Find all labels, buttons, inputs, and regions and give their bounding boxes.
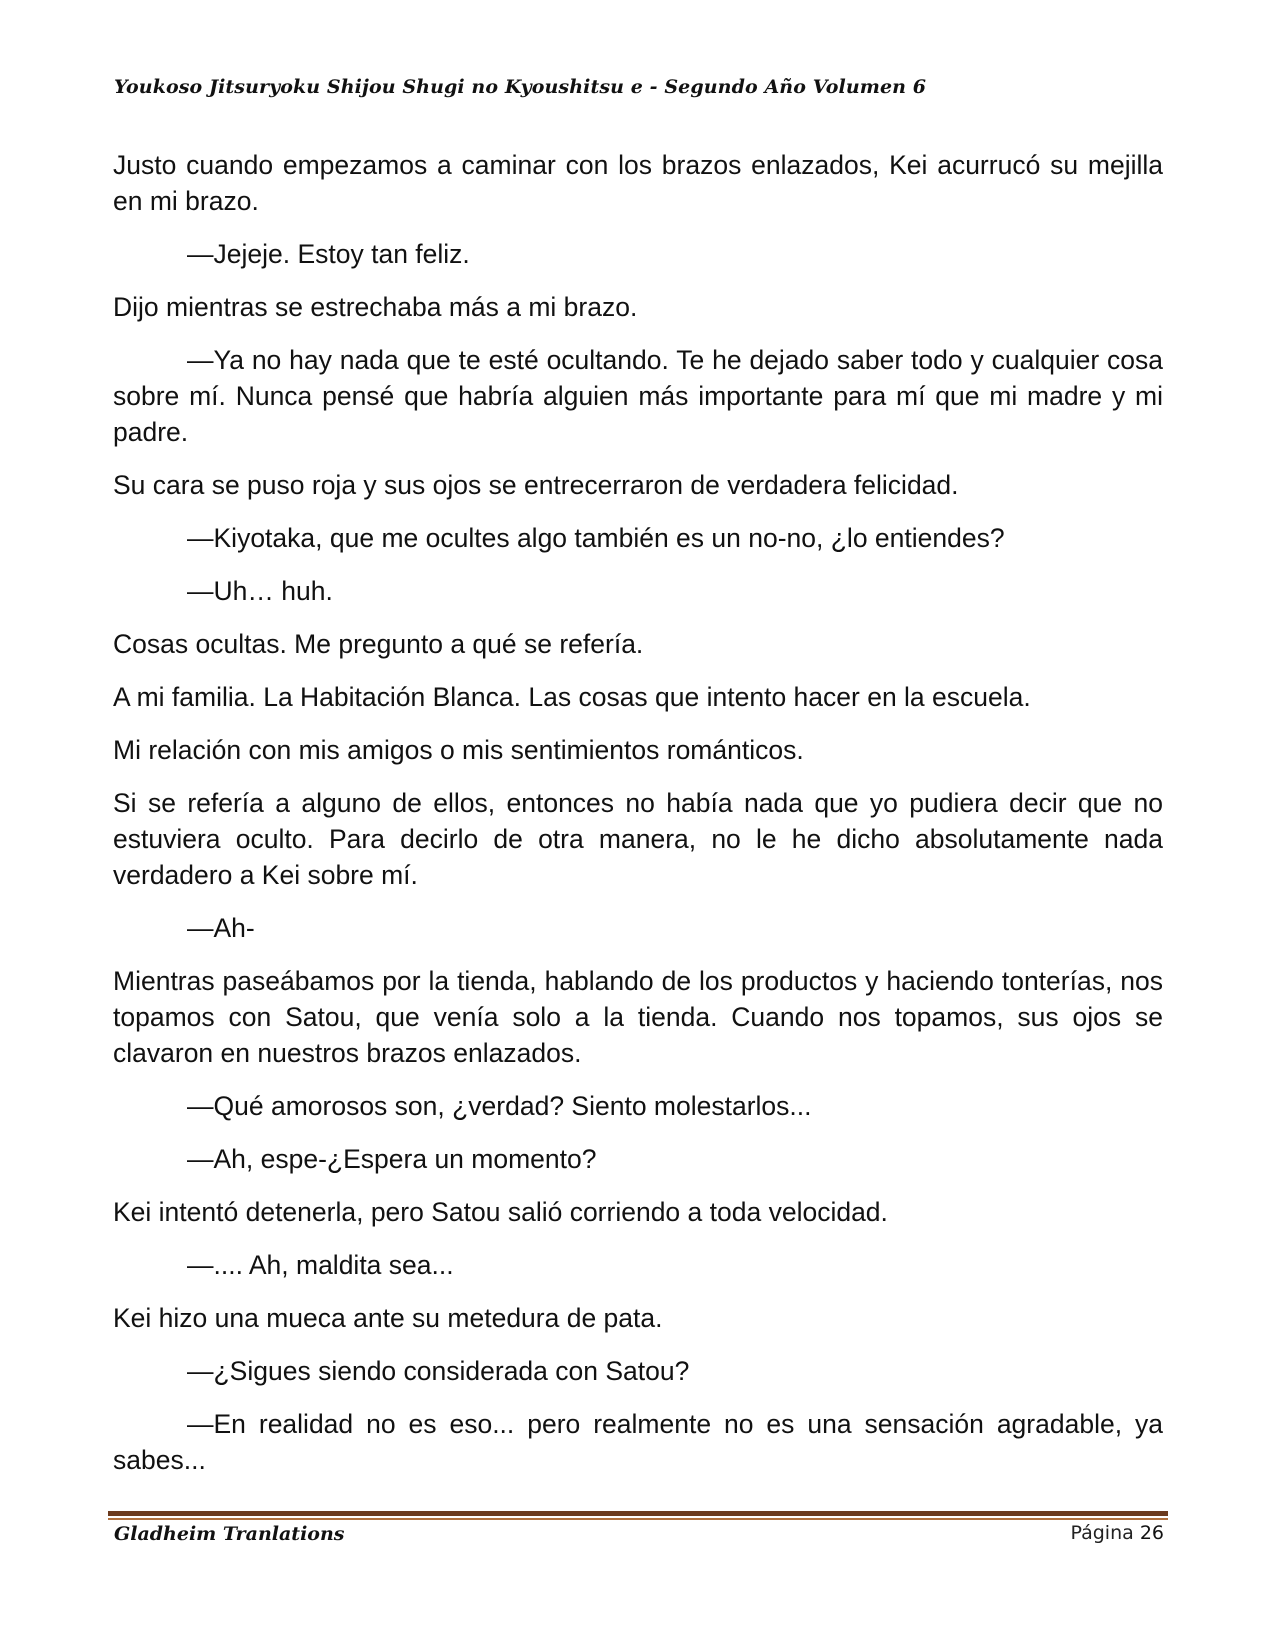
- narration-paragraph: Kei intentó detenerla, pero Satou salió corriendo a toda velocidad.: [113, 1197, 888, 1227]
- narration-paragraph: Si se refería a alguno de ellos, entonces no había nada que yo pudiera decir que no estuviera oculto. Para decirlo de otra manera, no le he dicho absolutamente nada verdadero a Kei sobre mí.: [113, 788, 1163, 890]
- narration-paragraph: Mi relación con mis amigos o mis sentimientos románticos.: [113, 735, 804, 765]
- page-number-label: [1070, 1522, 1164, 1544]
- footer-credit: Gladheim Tranlations: [114, 1523, 345, 1545]
- dialogue-paragraph: —Ya no hay nada que te esté ocultando. Te he dejado saber todo y cualquier cosa sobre mí. Nunca pensé que habría alguien más importante para mí que mi madre y mi padre.: [113, 345, 1163, 447]
- dialogue-paragraph: —Jejeje. Estoy tan feliz.: [187, 239, 470, 269]
- dialogue-paragraph: —¿Sigues siendo considerada con Satou?: [187, 1356, 690, 1386]
- narration-paragraph: A mi familia. La Habitación Blanca. Las cosas que intento hacer en la escuela.: [113, 682, 1031, 712]
- narration-paragraph: Su cara se puso roja y sus ojos se entrecerraron de verdadera felicidad.: [113, 470, 959, 500]
- page-number: 26: [1139, 1522, 1164, 1544]
- dialogue-paragraph: —Qué amorosos son, ¿verdad? Siento molestarlos...: [187, 1091, 812, 1121]
- page-label: Página: [1070, 1522, 1134, 1544]
- dialogue-paragraph: —Ah-: [187, 913, 255, 943]
- narration-paragraph: Dijo mientras se estrechaba más a mi brazo.: [113, 292, 638, 322]
- dialogue-paragraph: —.... Ah, maldita sea...: [187, 1250, 454, 1280]
- dialogue-paragraph: —Ah, espe-¿Espera un momento?: [187, 1144, 597, 1174]
- narration-paragraph: Kei hizo una mueca ante su metedura de pata.: [113, 1303, 663, 1333]
- dialogue-paragraph: —Uh… huh.: [187, 576, 333, 606]
- narration-paragraph: Cosas ocultas. Me pregunto a qué se refería.: [113, 629, 644, 659]
- body-text: [113, 147, 1163, 1495]
- running-header: Youkoso Jitsuryoku Shijou Shugi no Kyoushitsu e - Segundo Año Volumen 6: [114, 76, 927, 98]
- dialogue-paragraph: —Kiyotaka, que me ocultes algo también es un no-no, ¿lo entiendes?: [187, 523, 1005, 553]
- dialogue-paragraph: —En realidad no es eso... pero realmente no es una sensación agradable, ya sabes...: [113, 1409, 1163, 1475]
- narration-paragraph: Mientras paseábamos por la tienda, hablando de los productos y haciendo tonterías, nos topamos con Satou, que venía solo a la tienda. Cuando nos topamos, sus ojos se clavaron en nuestros brazos enlazados.: [113, 966, 1163, 1068]
- footer-rule-thin: [108, 1518, 1168, 1520]
- footer-rule-thick: [108, 1511, 1168, 1516]
- narration-paragraph: Justo cuando empezamos a caminar con los brazos enlazados, Kei acurrucó su mejilla en mi brazo.: [113, 150, 1163, 216]
